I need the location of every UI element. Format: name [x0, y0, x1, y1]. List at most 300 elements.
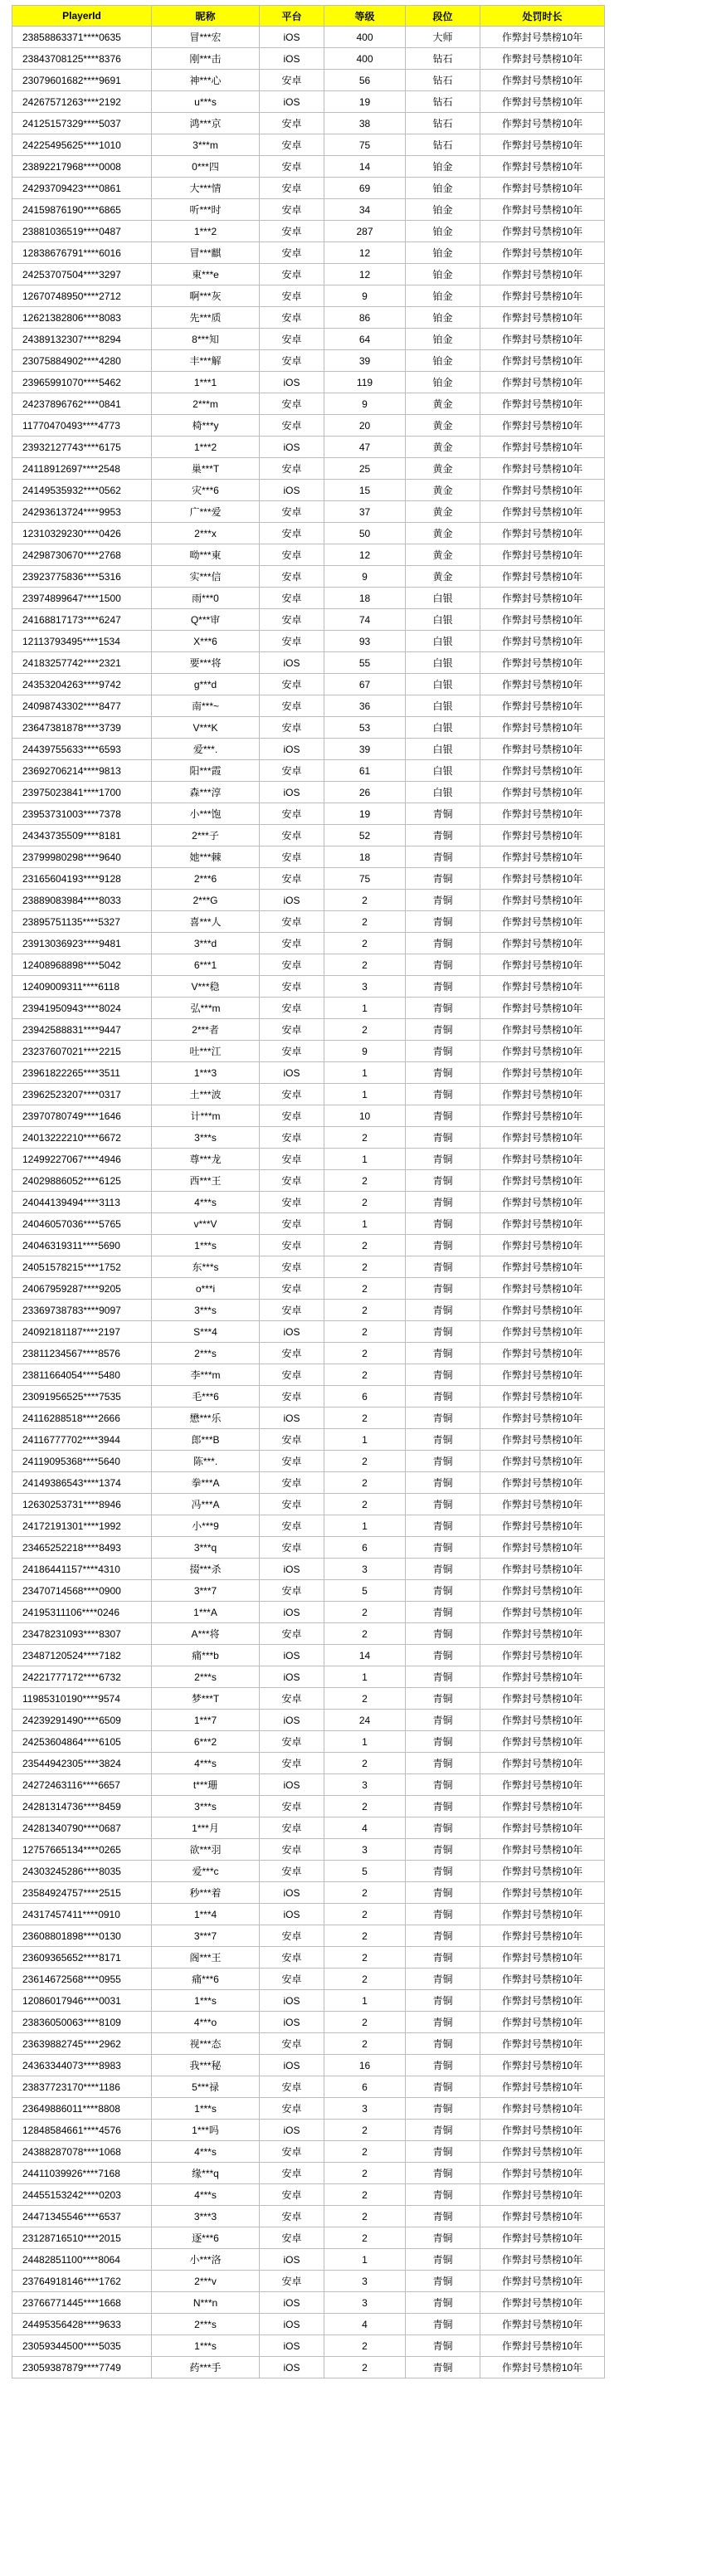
cell-nickname: 广***爱 — [152, 501, 260, 523]
cell-rank: 钻石 — [406, 91, 480, 113]
cell-player-id: 24253604864****6105 — [12, 1731, 152, 1753]
table-row — [12, 609, 605, 631]
table-row — [12, 134, 605, 156]
cell-level: 2 — [324, 1688, 406, 1710]
cell-rank: 黄金 — [406, 544, 480, 566]
cell-penalty: 作弊封号禁榜10年 — [480, 1969, 605, 1990]
cell-penalty: 作弊封号禁榜10年 — [480, 480, 605, 501]
header-nickname: 昵称 — [152, 6, 260, 27]
cell-player-id: 24439755633****6593 — [12, 739, 152, 760]
cell-level: 1 — [324, 1084, 406, 1105]
table-row — [12, 523, 605, 544]
cell-level: 56 — [324, 70, 406, 91]
cell-penalty: 作弊封号禁榜10年 — [480, 1472, 605, 1494]
cell-rank: 青铜 — [406, 911, 480, 933]
cell-platform: 安卓 — [260, 1451, 324, 1472]
cell-level: 400 — [324, 48, 406, 70]
cell-platform: 安卓 — [260, 2206, 324, 2227]
table-row — [12, 1774, 605, 1796]
cell-nickname: 啊***灰 — [152, 285, 260, 307]
table-row — [12, 1472, 605, 1494]
cell-rank: 青铜 — [406, 2141, 480, 2163]
table-row — [12, 588, 605, 609]
cell-level: 2 — [324, 1602, 406, 1623]
cell-player-id: 23932127743****6175 — [12, 437, 152, 458]
cell-level: 16 — [324, 2055, 406, 2076]
cell-level: 75 — [324, 134, 406, 156]
cell-penalty: 作弊封号禁榜10年 — [480, 1192, 605, 1213]
cell-nickname: 1***s — [152, 1990, 260, 2012]
cell-platform: 安卓 — [260, 1472, 324, 1494]
cell-player-id: 23836050063****8109 — [12, 2012, 152, 2033]
cell-penalty: 作弊封号禁榜10年 — [480, 1796, 605, 1817]
cell-player-id: 23059387879****7749 — [12, 2357, 152, 2378]
cell-penalty: 作弊封号禁榜10年 — [480, 2120, 605, 2141]
cell-nickname: 3***q — [152, 1537, 260, 1559]
table-row — [12, 631, 605, 652]
cell-nickname: 2***x — [152, 523, 260, 544]
cell-level: 1 — [324, 1666, 406, 1688]
cell-rank: 青铜 — [406, 2163, 480, 2184]
table-row — [12, 1688, 605, 1710]
cell-platform: 安卓 — [260, 1688, 324, 1710]
cell-penalty: 作弊封号禁榜10年 — [480, 1127, 605, 1149]
cell-level: 75 — [324, 868, 406, 890]
cell-platform: 安卓 — [260, 501, 324, 523]
cell-platform: 安卓 — [260, 588, 324, 609]
cell-player-id: 24168817173****6247 — [12, 609, 152, 631]
cell-rank: 青铜 — [406, 1602, 480, 1623]
cell-player-id: 23942588831****9447 — [12, 1019, 152, 1041]
cell-rank: 青铜 — [406, 2249, 480, 2271]
table-row — [12, 1666, 605, 1688]
cell-penalty: 作弊封号禁榜10年 — [480, 1710, 605, 1731]
cell-platform: 安卓 — [260, 1537, 324, 1559]
cell-nickname: 0***四 — [152, 156, 260, 178]
cell-platform: 安卓 — [260, 1300, 324, 1321]
cell-platform: 安卓 — [260, 1192, 324, 1213]
cell-penalty: 作弊封号禁榜10年 — [480, 566, 605, 588]
cell-platform: 安卓 — [260, 631, 324, 652]
cell-rank: 青铜 — [406, 1343, 480, 1364]
table-row — [12, 70, 605, 91]
cell-rank: 铂金 — [406, 372, 480, 393]
cell-level: 1 — [324, 1429, 406, 1451]
cell-platform: 安卓 — [260, 1817, 324, 1839]
cell-rank: 青铜 — [406, 1300, 480, 1321]
cell-level: 2 — [324, 890, 406, 911]
cell-nickname: 1***4 — [152, 1904, 260, 1925]
cell-player-id: 12838676791****6016 — [12, 242, 152, 264]
cell-platform: 安卓 — [260, 1149, 324, 1170]
cell-penalty: 作弊封号禁榜10年 — [480, 1062, 605, 1084]
table-row — [12, 846, 605, 868]
cell-penalty: 作弊封号禁榜10年 — [480, 372, 605, 393]
cell-rank: 青铜 — [406, 1386, 480, 1408]
cell-player-id: 24067959287****9205 — [12, 1278, 152, 1300]
cell-level: 38 — [324, 113, 406, 134]
table-row — [12, 1256, 605, 1278]
table-row — [12, 2292, 605, 2314]
cell-player-id: 24221777172****6732 — [12, 1666, 152, 1688]
cell-nickname: 冯***A — [152, 1494, 260, 1515]
table-row — [12, 652, 605, 674]
cell-penalty: 作弊封号禁榜10年 — [480, 782, 605, 803]
cell-player-id: 24183257742****2321 — [12, 652, 152, 674]
cell-nickname: v***V — [152, 1213, 260, 1235]
cell-platform: iOS — [260, 739, 324, 760]
table-row — [12, 480, 605, 501]
cell-rank: 青铜 — [406, 803, 480, 825]
cell-rank: 青铜 — [406, 1688, 480, 1710]
cell-nickname: 实***信 — [152, 566, 260, 588]
cell-rank: 黄金 — [406, 415, 480, 437]
table-row — [12, 1364, 605, 1386]
cell-nickname: 计***m — [152, 1105, 260, 1127]
cell-rank: 青铜 — [406, 1149, 480, 1170]
cell-penalty: 作弊封号禁榜10年 — [480, 760, 605, 782]
cell-player-id: 24225495625****1010 — [12, 134, 152, 156]
cell-nickname: X***6 — [152, 631, 260, 652]
cell-nickname: 1***3 — [152, 1062, 260, 1084]
cell-penalty: 作弊封号禁榜10年 — [480, 1451, 605, 1472]
cell-player-id: 24125157329****5037 — [12, 113, 152, 134]
cell-penalty: 作弊封号禁榜10年 — [480, 1041, 605, 1062]
cell-rank: 青铜 — [406, 868, 480, 890]
cell-player-id: 23799980298****9640 — [12, 846, 152, 868]
table-row — [12, 458, 605, 480]
header-level: 等级 — [324, 6, 406, 27]
cell-level: 2 — [324, 1472, 406, 1494]
cell-nickname: 5***禄 — [152, 2076, 260, 2098]
cell-rank: 青铜 — [406, 1494, 480, 1515]
table-row — [12, 285, 605, 307]
cell-penalty: 作弊封号禁榜10年 — [480, 1213, 605, 1235]
cell-rank: 青铜 — [406, 1105, 480, 1127]
cell-platform: 安卓 — [260, 1731, 324, 1753]
cell-penalty: 作弊封号禁榜10年 — [480, 890, 605, 911]
cell-player-id: 24186441157****4310 — [12, 1559, 152, 1580]
cell-platform: 安卓 — [260, 868, 324, 890]
table-row — [12, 1451, 605, 1472]
cell-player-id: 23953731003****7378 — [12, 803, 152, 825]
table-row — [12, 1796, 605, 1817]
cell-penalty: 作弊封号禁榜10年 — [480, 1515, 605, 1537]
table-row — [12, 1408, 605, 1429]
cell-nickname: 南***~ — [152, 695, 260, 717]
table-row — [12, 1235, 605, 1256]
cell-rank: 白银 — [406, 695, 480, 717]
table-row — [12, 350, 605, 372]
cell-nickname: 土***波 — [152, 1084, 260, 1105]
cell-penalty: 作弊封号禁榜10年 — [480, 1602, 605, 1623]
cell-nickname: 痛***6 — [152, 1969, 260, 1990]
table-row — [12, 242, 605, 264]
cell-platform: 安卓 — [260, 1256, 324, 1278]
cell-platform: 安卓 — [260, 1213, 324, 1235]
cell-nickname: S***4 — [152, 1321, 260, 1343]
table-row — [12, 1192, 605, 1213]
cell-player-id: 24119095368****5640 — [12, 1451, 152, 1472]
cell-nickname: 1***A — [152, 1602, 260, 1623]
cell-nickname: 巢***T — [152, 458, 260, 480]
table-row — [12, 1149, 605, 1170]
table-row — [12, 2206, 605, 2227]
cell-nickname: 要***将 — [152, 652, 260, 674]
cell-rank: 黄金 — [406, 501, 480, 523]
table-row — [12, 264, 605, 285]
cell-rank: 青铜 — [406, 1321, 480, 1343]
table-row — [12, 803, 605, 825]
cell-penalty: 作弊封号禁榜10年 — [480, 1774, 605, 1796]
cell-nickname: A***将 — [152, 1623, 260, 1645]
cell-rank: 青铜 — [406, 2206, 480, 2227]
cell-player-id: 12670748950****2712 — [12, 285, 152, 307]
cell-level: 119 — [324, 372, 406, 393]
cell-player-id: 12409009311****6118 — [12, 976, 152, 998]
cell-platform: 安卓 — [260, 1235, 324, 1256]
cell-nickname: 椅***y — [152, 415, 260, 437]
cell-penalty: 作弊封号禁榜10年 — [480, 156, 605, 178]
cell-nickname: 1***2 — [152, 221, 260, 242]
cell-rank: 青铜 — [406, 2055, 480, 2076]
cell-player-id: 23614672568****0955 — [12, 1969, 152, 1990]
cell-platform: 安卓 — [260, 156, 324, 178]
table-row — [12, 933, 605, 954]
cell-nickname: 8***知 — [152, 329, 260, 350]
table-row — [12, 48, 605, 70]
cell-level: 2 — [324, 1192, 406, 1213]
cell-platform: 安卓 — [260, 1515, 324, 1537]
cell-level: 2 — [324, 954, 406, 976]
cell-player-id: 24013222210****6672 — [12, 1127, 152, 1149]
cell-rank: 黄金 — [406, 393, 480, 415]
cell-penalty: 作弊封号禁榜10年 — [480, 1537, 605, 1559]
cell-platform: 安卓 — [260, 1969, 324, 1990]
cell-rank: 青铜 — [406, 1882, 480, 1904]
cell-rank: 钻石 — [406, 48, 480, 70]
cell-player-id: 23764918146****1762 — [12, 2271, 152, 2292]
cell-player-id: 24293709423****0861 — [12, 178, 152, 199]
cell-player-id: 23608801898****0130 — [12, 1925, 152, 1947]
cell-penalty: 作弊封号禁榜10年 — [480, 2249, 605, 2271]
cell-rank: 白银 — [406, 717, 480, 739]
cell-player-id: 23465252218****8493 — [12, 1537, 152, 1559]
cell-level: 2 — [324, 1343, 406, 1364]
cell-nickname: 尊***龙 — [152, 1149, 260, 1170]
cell-penalty: 作弊封号禁榜10年 — [480, 2184, 605, 2206]
cell-nickname: 2***m — [152, 393, 260, 415]
cell-penalty: 作弊封号禁榜10年 — [480, 1688, 605, 1710]
cell-penalty: 作弊封号禁榜10年 — [480, 48, 605, 70]
cell-penalty: 作弊封号禁榜10年 — [480, 91, 605, 113]
cell-rank: 青铜 — [406, 1861, 480, 1882]
table-row — [12, 2098, 605, 2120]
cell-nickname: 小***9 — [152, 1515, 260, 1537]
cell-platform: 安卓 — [260, 1343, 324, 1364]
table-row — [12, 1300, 605, 1321]
cell-rank: 青铜 — [406, 1235, 480, 1256]
table-row — [12, 911, 605, 933]
cell-penalty: 作弊封号禁榜10年 — [480, 2314, 605, 2335]
table-row — [12, 1947, 605, 1969]
cell-level: 2 — [324, 1796, 406, 1817]
cell-platform: 安卓 — [260, 2033, 324, 2055]
cell-nickname: 神***心 — [152, 70, 260, 91]
cell-penalty: 作弊封号禁榜10年 — [480, 350, 605, 372]
cell-player-id: 24092181187****2197 — [12, 1321, 152, 1343]
cell-nickname: 3***7 — [152, 1580, 260, 1602]
cell-platform: 安卓 — [260, 1278, 324, 1300]
cell-rank: 铂金 — [406, 199, 480, 221]
cell-nickname: 刚***击 — [152, 48, 260, 70]
cell-nickname: 2***s — [152, 1343, 260, 1364]
table-row — [12, 1990, 605, 2012]
cell-platform: 安卓 — [260, 933, 324, 954]
cell-player-id: 24046057036****5765 — [12, 1213, 152, 1235]
cell-platform: 安卓 — [260, 1127, 324, 1149]
cell-nickname: 爱***. — [152, 739, 260, 760]
table-row — [12, 27, 605, 48]
table-row — [12, 1817, 605, 1839]
cell-player-id: 23237607021****2215 — [12, 1041, 152, 1062]
cell-nickname: 视***态 — [152, 2033, 260, 2055]
table-row — [12, 2357, 605, 2378]
cell-player-id: 23609365652****8171 — [12, 1947, 152, 1969]
cell-rank: 铂金 — [406, 178, 480, 199]
cell-platform: 安卓 — [260, 70, 324, 91]
cell-penalty: 作弊封号禁榜10年 — [480, 1429, 605, 1451]
table-row — [12, 1019, 605, 1041]
cell-nickname: 东***s — [152, 1256, 260, 1278]
cell-nickname: 1***2 — [152, 437, 260, 458]
cell-penalty: 作弊封号禁榜10年 — [480, 1990, 605, 2012]
cell-platform: iOS — [260, 2249, 324, 2271]
cell-platform: iOS — [260, 2012, 324, 2033]
cell-player-id: 24195311106****0246 — [12, 1602, 152, 1623]
cell-rank: 青铜 — [406, 1537, 480, 1559]
cell-platform: 安卓 — [260, 674, 324, 695]
cell-platform: 安卓 — [260, 1580, 324, 1602]
cell-level: 9 — [324, 393, 406, 415]
cell-level: 2 — [324, 1882, 406, 1904]
cell-rank: 青铜 — [406, 1515, 480, 1537]
table-row — [12, 156, 605, 178]
cell-level: 2 — [324, 1278, 406, 1300]
cell-level: 1 — [324, 1149, 406, 1170]
table-row — [12, 1213, 605, 1235]
cell-level: 9 — [324, 1041, 406, 1062]
cell-rank: 白银 — [406, 674, 480, 695]
cell-penalty: 作弊封号禁榜10年 — [480, 70, 605, 91]
cell-rank: 白银 — [406, 739, 480, 760]
cell-player-id: 23923775836****5316 — [12, 566, 152, 588]
cell-player-id: 23913036923****9481 — [12, 933, 152, 954]
cell-level: 400 — [324, 27, 406, 48]
table-row — [12, 1753, 605, 1774]
cell-level: 74 — [324, 609, 406, 631]
table-row — [12, 1494, 605, 1515]
cell-nickname: 小***饱 — [152, 803, 260, 825]
cell-player-id: 24389132307****8294 — [12, 329, 152, 350]
cell-rank: 青铜 — [406, 2120, 480, 2141]
cell-nickname: 先***质 — [152, 307, 260, 329]
cell-penalty: 作弊封号禁榜10年 — [480, 1494, 605, 1515]
cell-level: 9 — [324, 285, 406, 307]
cell-nickname: g***d — [152, 674, 260, 695]
cell-penalty: 作弊封号禁榜10年 — [480, 1084, 605, 1105]
cell-player-id: 23941950943****8024 — [12, 998, 152, 1019]
cell-player-id: 11985310190****9574 — [12, 1688, 152, 1710]
cell-platform: 安卓 — [260, 113, 324, 134]
cell-level: 19 — [324, 803, 406, 825]
cell-penalty: 作弊封号禁榜10年 — [480, 825, 605, 846]
cell-level: 52 — [324, 825, 406, 846]
table-body — [12, 27, 605, 2378]
cell-rank: 青铜 — [406, 998, 480, 1019]
cell-player-id: 24044139494****3113 — [12, 1192, 152, 1213]
cell-penalty: 作弊封号禁榜10年 — [480, 2141, 605, 2163]
cell-platform: 安卓 — [260, 2184, 324, 2206]
cell-platform: 安卓 — [260, 1796, 324, 1817]
cell-level: 2 — [324, 1235, 406, 1256]
cell-penalty: 作弊封号禁榜10年 — [480, 1235, 605, 1256]
table-row — [12, 2271, 605, 2292]
cell-player-id: 12086017946****0031 — [12, 1990, 152, 2012]
cell-rank: 青铜 — [406, 1170, 480, 1192]
cell-rank: 青铜 — [406, 2271, 480, 2292]
table-row — [12, 1559, 605, 1580]
cell-penalty: 作弊封号禁榜10年 — [480, 652, 605, 674]
cell-player-id: 23892217968****0008 — [12, 156, 152, 178]
cell-player-id: 24343735509****8181 — [12, 825, 152, 846]
cell-nickname: 1***吗 — [152, 2120, 260, 2141]
cell-player-id: 24118912697****2548 — [12, 458, 152, 480]
cell-rank: 青铜 — [406, 2227, 480, 2249]
cell-rank: 黄金 — [406, 523, 480, 544]
cell-level: 6 — [324, 1537, 406, 1559]
table-row — [12, 1839, 605, 1861]
table-row — [12, 976, 605, 998]
cell-penalty: 作弊封号禁榜10年 — [480, 2098, 605, 2120]
cell-penalty: 作弊封号禁榜10年 — [480, 523, 605, 544]
table-row — [12, 329, 605, 350]
cell-nickname: 爱***c — [152, 1861, 260, 1882]
cell-rank: 青铜 — [406, 954, 480, 976]
cell-nickname: 4***s — [152, 1753, 260, 1774]
table-row — [12, 91, 605, 113]
cell-level: 2 — [324, 2141, 406, 2163]
cell-level: 2 — [324, 1256, 406, 1278]
header-row — [12, 6, 605, 27]
cell-nickname: o***i — [152, 1278, 260, 1300]
cell-penalty: 作弊封号禁榜10年 — [480, 1256, 605, 1278]
cell-penalty: 作弊封号禁榜10年 — [480, 458, 605, 480]
cell-penalty: 作弊封号禁榜10年 — [480, 415, 605, 437]
cell-nickname: 2***子 — [152, 825, 260, 846]
cell-penalty: 作弊封号禁榜10年 — [480, 2292, 605, 2314]
table-row — [12, 868, 605, 890]
header-rank: 段位 — [406, 6, 480, 27]
cell-player-id: 24159876190****6865 — [12, 199, 152, 221]
cell-penalty: 作弊封号禁榜10年 — [480, 329, 605, 350]
cell-penalty: 作弊封号禁榜10年 — [480, 264, 605, 285]
cell-rank: 青铜 — [406, 1559, 480, 1580]
cell-penalty: 作弊封号禁榜10年 — [480, 1839, 605, 1861]
table-row — [12, 113, 605, 134]
cell-rank: 青铜 — [406, 933, 480, 954]
cell-player-id: 24046319311****5690 — [12, 1235, 152, 1256]
